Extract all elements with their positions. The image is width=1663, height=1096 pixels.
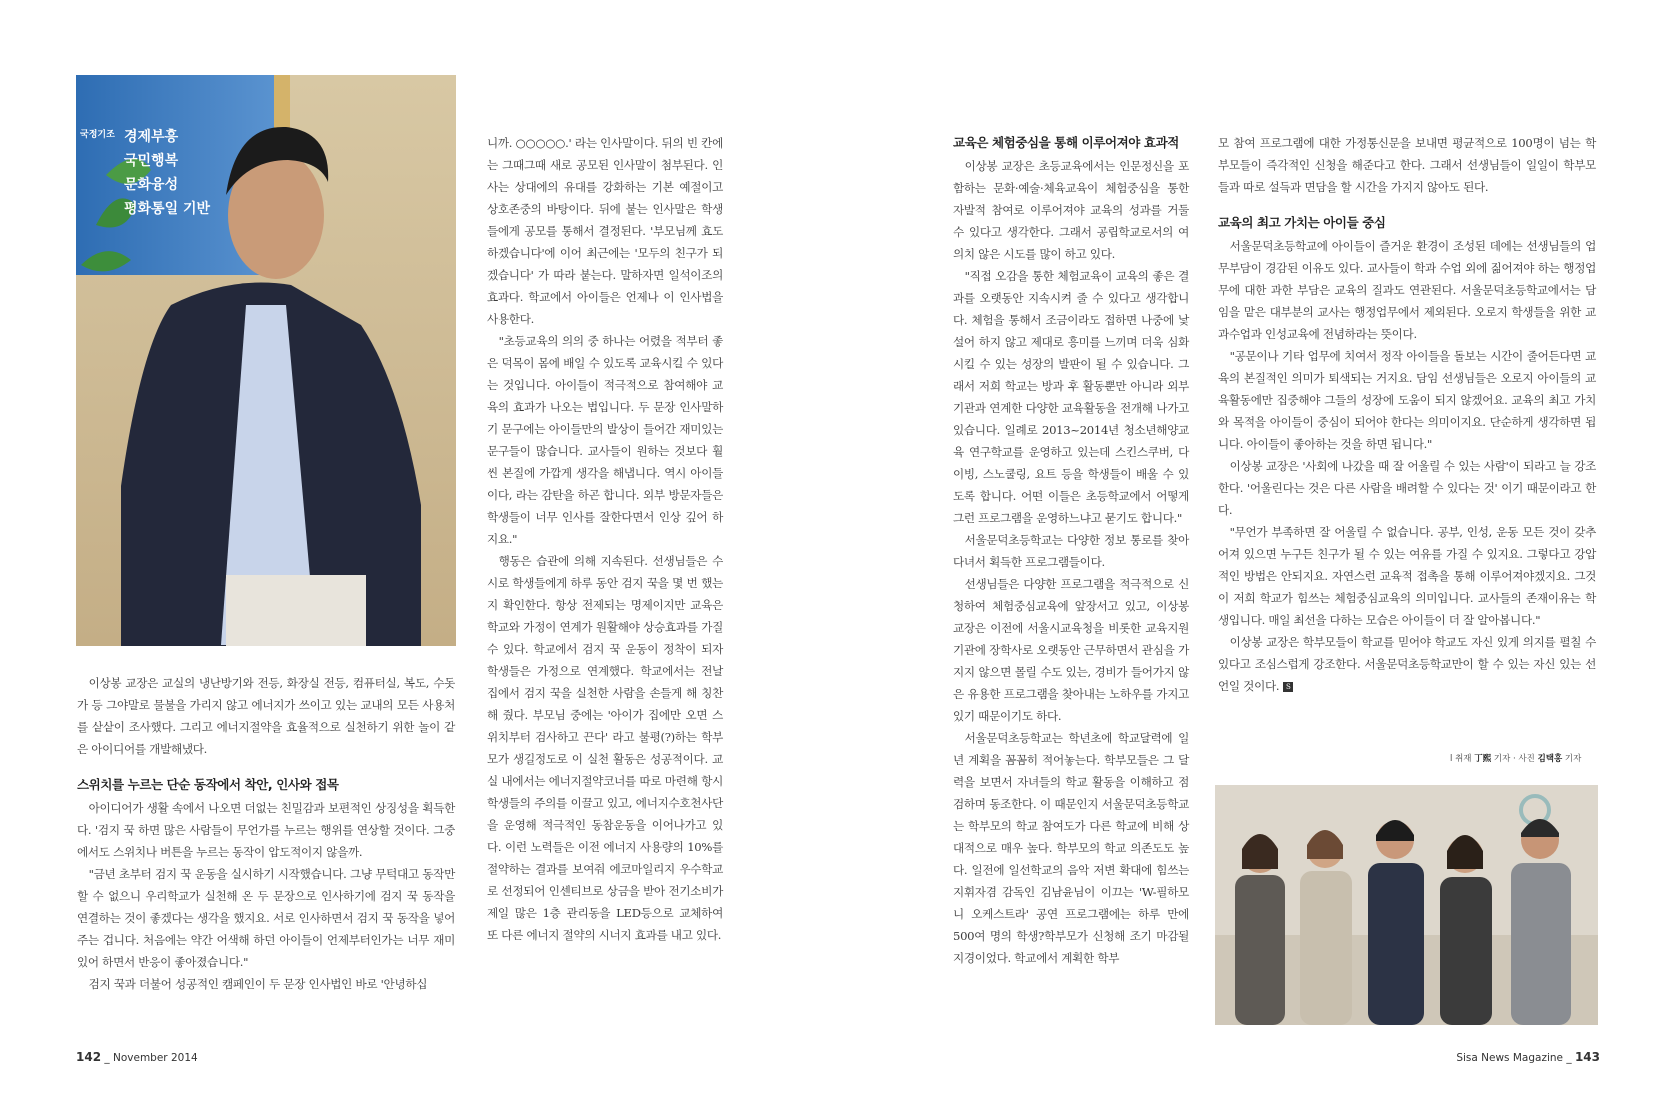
section-heading: 교육의 최고 가치는 아이들 중심 <box>1218 215 1386 230</box>
page-footer-left <box>76 1050 198 1064</box>
paragraph: 검지 꾹과 더불어 성공적인 캠페인이 두 문장 인사법인 바로 '안녕하십 <box>88 977 428 991</box>
paragraph-text: 이상봉 교장은 학부모들이 학교를 믿어야 학교도 자신 있게 의지를 펼칠 수 있다고 조심스럽게 강조한다. 서울문덕초등학교만이 할 수 있는 자신 있는 선언일 것이다. <box>1218 635 1596 693</box>
principal-portrait-photo <box>76 75 456 646</box>
paragraph: 서울문덕초등학교는 다양한 정보 통로를 찾아다녀서 획득한 프로그램들이다. <box>953 533 1189 569</box>
photo-credit <box>1450 752 1581 764</box>
sign-line-3: 문화융성 <box>124 177 179 193</box>
paragraph: 모 참여 프로그램에 대한 가정통신문을 보내면 평균적으로 100명이 넘는 학부모들이 즉각적인 신청을 해준다고 한다. 그래서 선생님들이 일일이 학부모들과 따로 설득과 면담을 할 시간을 가지지 않아도 된다. <box>1218 136 1596 194</box>
portrait-illustration <box>76 75 456 646</box>
sign-small-text: 국정기조 <box>80 130 115 140</box>
group-illustration <box>1215 785 1598 1025</box>
sign-line-1: 경제부흥 <box>124 129 179 145</box>
end-mark-icon: S <box>1283 682 1293 692</box>
paragraph: 선생님들은 다양한 프로그램을 적극적으로 신청하여 체험중심교육에 앞장서고 있고, 이상봉 교장은 이전에 서울시교육청을 비롯한 교육지원기관에 장학사로 오랫동안 근무하면서 관심을 가지지 않으면 몰릴 수도 있는, 경비가 들어가지 않은 유용한 프로그램을 찾아내는 노하우를 가지고 있기 때문이기도 하다. <box>953 577 1189 723</box>
paragraph: "직접 오감을 통한 체험교육이 교육의 좋은 결과를 오랫동안 지속시켜 줄 수 있다고 생각합니다. 체험을 통해서 조금이라도 접하면 나중에 낯설어 하지 않고 제대로 흥미를 느끼며 더욱 심화시킬 수 있는 성장의 발판이 될 수 있습니다. 그래서 저희 학교는 방과 후 활동뿐만 아니라 외부기관과 연계한 다양한 교육활동을 전개해 나가고 있습니다. 일례로 2013~2014년 청소년해양교육 연구학교를 운영하고 있는데 스킨스쿠버, 다이빙, 스노쿨링, 요트 등을 학생들이 배울 수 있도록 합니다. 어떤 이들은 초등학교에서 어떻게 그런 프로그램을 운영하느냐고 묻기도 합니다." <box>953 269 1189 525</box>
article-column-4 <box>1218 132 1596 697</box>
paragraph: 아이디어가 생활 속에서 나오면 더없는 친밀감과 보편적인 상징성을 획득한다. '검지 꾹 하면 많은 사람들이 무언가를 누르는 행위를 연상할 것이다. 그중에서도 스위치나 버튼을 누르는 동작이 압도적이지 않을까. <box>77 801 455 859</box>
paragraph: "공문이나 기타 업무에 치여서 정작 아이들을 돌보는 시간이 줄어든다면 교육의 본질적인 의미가 퇴색되는 거지요. 담임 선생님들은 오로지 아이들의 교육활동에만 집중해야 그들의 성장에 도움이 되지 않겠어요. 교육의 최고 가치와 목적을 아이들이 중심이 되어야 한다는 의미이지요. 단순하게 생각하면 됩니다. 아이들이 좋아하는 것을 하면 됩니다." <box>1218 349 1596 451</box>
section-heading: 스위치를 누르는 단순 동작에서 착안, 인사와 접목 <box>77 777 339 792</box>
credit-reporter: 丁熙 <box>1474 754 1492 764</box>
sign-line-2: 국민행복 <box>124 153 179 169</box>
paragraph: "금년 초부터 검지 꾹 운동을 실시하기 시작했습니다. 그냥 무턱대고 동작만 할 수 없으니 우리학교가 실천해 온 두 문장으로 인사하기에 검지 꾹 동작을 연결하는 것이 좋겠다는 생각을 했지요. 서로 인사하면서 검지 꾹 동작을 넣어주는 겁니다. 처음에는 약간 어색해 하던 아이들이 언제부터인가는 너무 재미있어 하면서 반응이 좋아졌습니다." <box>77 867 455 969</box>
article-column-1 <box>77 672 455 995</box>
paragraph: 니까. ○○○○○.' 라는 인사말이다. 뒤의 빈 칸에는 그때그때 새로 공모된 인사말이 첨부된다. 인사는 상대에의 유대를 강화하는 기본 예절이고 상호존중의 바탕이다. 뒤에 붙는 인사말은 학생들에게 공모를 통해서 결정된다. '부모님께 효도 하겠습니다'에 이어 최근에는 '모두의 친구가 되겠습니다' 가 따라 붙는다. 말하자면 일석이조의 효과다. 학교에서 아이들은 언제나 이 인사법을 사용한다. <box>487 136 723 326</box>
page-number-right: 143 <box>1574 1050 1600 1064</box>
footer-left-text: _ November 2014 <box>104 1052 198 1064</box>
credit-prefix: l 취재 <box>1450 754 1472 764</box>
page-footer-right <box>1456 1050 1600 1064</box>
article-column-3 <box>953 132 1189 969</box>
credit-suffix: 기자 <box>1564 754 1582 764</box>
section-heading: 교육은 체험중심을 통해 이루어져야 효과적 <box>953 135 1179 150</box>
footer-right-text: Sisa News Magazine _ <box>1456 1052 1572 1064</box>
article-column-2 <box>487 132 723 946</box>
paragraph: 서울문덕초등학교는 학년초에 학교달력에 일년 계획을 꼼꼼히 적어놓는다. 학부모들은 그 달력을 보면서 자녀들의 학교 활동을 이해하고 점검하며 동조한다. 이 때문인지 서울문덕초등학교는 학부모의 학교 참여도가 다른 학교에 비해 상대적으로 매우 높다. 학부모의 학교 의존도도 높다. 일전에 일선학교의 음악 저변 확대에 힘쓰는 지휘자겸 감독인 김남윤님이 이끄는 'W-필하모니 오케스트라' 공연 프로그램에는 하루 만에 500여 명의 학생?학부모가 신청해 조기 마감될 지경이었다. 학교에서 계획한 학부 <box>953 731 1189 965</box>
paragraph: 이상봉 교장은 교실의 냉난방기와 전등, 화장실 전등, 컴퓨터실, 복도, 수돗가 등 그야말로 물불을 가리지 않고 에너지가 쓰이고 있는 교내의 모든 사용처를 샅샅이 조사했다. 그리고 에너지절약을 효율적으로 실천하기 위한 놀이 같은 아이디어를 개발해냈다. <box>77 676 455 756</box>
paragraph: 이상봉 교장은 '사회에 나갔을 때 잘 어울릴 수 있는 사람'이 되라고 늘 강조한다. '어울린다는 것은 다른 사람을 배려할 수 있다는 것' 이기 때문이라고 한다. <box>1218 459 1596 517</box>
paragraph: 서울문덕초등학교에 아이들이 즐거운 환경이 조성된 데에는 선생님들의 업무부담이 경감된 이유도 있다. 교사들이 학과 수업 외에 짊어져야 하는 행정업무에 대한 과한 부담은 교육의 질과도 연관된다. 서울문덕초등학교에서는 담임을 맡은 대부분의 교사는 행정업무에서 제외된다. 오로지 학생들을 위한 교과수업과 인성교육에 전념하라는 뜻이다. <box>1218 239 1596 341</box>
page-number-left: 142 <box>76 1050 102 1064</box>
paragraph: "초등교육의 의의 중 하나는 어렸을 적부터 좋은 덕목이 몸에 배일 수 있도록 교육시킬 수 있다는 것입니다. 아이들이 적극적으로 참여해야 교육의 효과가 나오는 법입니다. 두 문장 인사말하기 문구에는 아이들만의 발상이 들어간 재미있는 문구들이 많습니다. 교사들이 원하는 것보다 훨씬 본질에 가깝게 생각을 해냅니다. 역시 아이들이다, 라는 감탄을 하곤 합니다. 외부 방문자들은 학생들이 너무 인사를 잘한다면서 인상 깊어 하지요." <box>487 334 723 546</box>
paragraph: 행동은 습관에 의해 지속된다. 선생님들은 수시로 학생들에게 하루 동안 검지 꾹을 몇 번 했는지 확인한다. 항상 전제되는 명제이지만 교육은 학교와 가정이 연계가 원활해야 상승효과를 가질 수 있다. 학교에서 검지 꾹 운동이 정착이 되자 학생들은 가정으로 연계했다. 학교에서는 전날 집에서 검지 꾹을 실천한 사람을 손들게 해 칭찬해 줬다. 부모님 중에는 '아이가 집에만 오면 스위치부터 검사하고 끈다' 라고 불평(?)하는 학부모가 생길정도로 이 실천 활동은 성공적이다. 교실 내에서는 에너지절약코너를 따로 마련해 항시 학생들의 주의를 이끌고 있고, 에너지수호천사단을 운영해 적극적인 동참운동을 이어나가고 있다. 이런 노력들은 이전 에너지 사용량의 10%를 절약하는 결과를 보여줘 에코마일리지 우수학교로 선정되어 인센티브로 상금을 받아 전기소비가 제일 많은 1층 관리동을 LED등으로 교체하여 또 다른 에너지 절약의 시너지 효과를 내고 있다. <box>487 554 723 942</box>
paragraph: "무언가 부족하면 잘 어울릴 수 없습니다. 공부, 인성, 운동 모든 것이 갖추어져 있으면 누구든 친구가 될 수 있는 여유를 가질 수 있지요. 그렇다고 강압적인 방법은 안되지요. 자연스런 교육적 접촉을 통해 이루어져야겠지요. 그것이 저희 학교가 힘쓰는 체험중심교육의 의미입니다. 교사들의 존재이유는 학생입니다. 매일 최선을 다하는 모습은 아이들이 더 잘 알아봅니다." <box>1218 525 1596 627</box>
sign-line-4: 평화통일 기반 <box>124 201 211 217</box>
credit-mid: 기자 · 사진 <box>1493 754 1535 764</box>
group-photo <box>1215 785 1598 1025</box>
credit-photographer: 김택홍 <box>1537 754 1563 764</box>
paragraph: 이상봉 교장은 초등교육에서는 인문정신을 포함하는 문화·예술·체육교육이 체험중심을 통한 자발적 참여로 이루어져야 교육의 성과를 거둘 수 있다고 생각한다. 그래서 공립학교로서의 여의치 않은 시도를 많이 하고 있다. <box>953 159 1189 261</box>
paragraph <box>1218 631 1596 697</box>
